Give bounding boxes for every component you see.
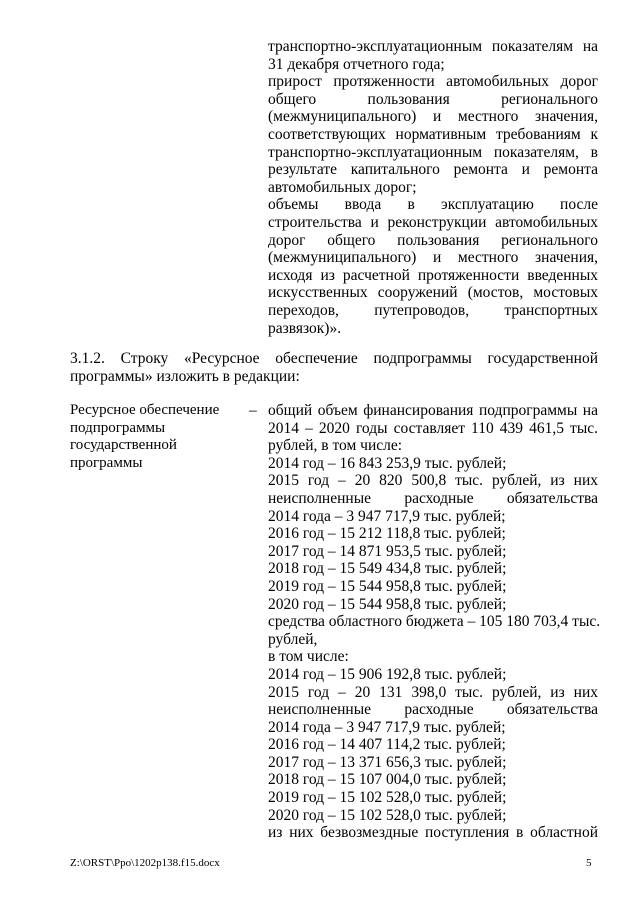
text-line: соответствующих нормативным требованиям к — [268, 125, 598, 143]
footer-file-path: Z:\ORST\Ppo\1202p138.f15.docx — [70, 857, 220, 869]
text-line: 2015 год – 20 131 398,0 тыс. рублей, из них — [268, 683, 598, 701]
text-line: средства областного бюджета – 105 180 703,4 тыс. — [268, 613, 601, 631]
financing-details — [268, 402, 601, 842]
text-line: 31 декабря отчетного года; — [268, 55, 445, 73]
text-line: строительства и реконструкции автомобильных — [268, 213, 598, 231]
text-line: 2014 – 2020 годы составляет 110 439 461,5 тыс. — [268, 419, 598, 437]
text-line: неисполненные расходные обязательства — [268, 489, 598, 507]
text-line: исходя из расчетной протяженности введенных — [268, 266, 598, 284]
text-line: 2015 год – 20 820 500,8 тыс. рублей, из них — [268, 472, 598, 490]
text-line: 2014 года – 3 947 717,9 тыс. рублей; — [268, 718, 506, 736]
text-line: 2019 год – 15 544 958,8 тыс. рублей; — [268, 577, 507, 595]
text-line: развязок)». — [268, 319, 342, 337]
label-line: государственной — [70, 437, 177, 454]
text-line: 2018 год – 15 107 004,0 тыс. рублей; — [268, 771, 507, 789]
text-line: транспортно-эксплуатационным показателям, в — [268, 143, 598, 161]
text-line: рублей, в том числе: — [268, 437, 403, 455]
text-line: 2016 год – 15 212 118,8 тыс. рублей; — [268, 525, 506, 543]
text-line: прирост протяженности автомобильных дорог — [268, 73, 598, 91]
text-line: (межмуниципального) и местного значения, — [268, 249, 598, 267]
text-line: объемы ввода в эксплуатацию после — [268, 196, 598, 214]
label-dash: – — [249, 402, 257, 419]
text-line: 2020 год – 15 544 958,8 тыс. рублей; — [268, 595, 507, 613]
text-line: 2017 год – 13 371 656,3 тыс. рублей; — [268, 753, 507, 771]
text-line: результате капитального ремонта и ремонта — [268, 161, 598, 179]
text-line: общего пользования регионального — [268, 90, 598, 108]
text-line: переходов, путепроводов, транспортных — [268, 301, 598, 319]
text-line: 2018 год – 15 549 434,8 тыс. рублей; — [268, 560, 507, 578]
text-line: 3.1.2. Строку «Ресурсное обеспечение подпрограммы государственной — [70, 350, 598, 367]
text-line: транспортно-эксплуатационным показателям на — [268, 38, 598, 55]
text-line: 2017 год – 14 871 953,5 тыс. рублей; — [268, 542, 507, 560]
text-line: 2020 год – 15 102 528,0 тыс. рублей; — [268, 806, 507, 824]
label-line: подпрограммы — [70, 419, 166, 436]
top-text-block — [268, 38, 598, 337]
text-line: 2014 год – 16 843 253,9 тыс. рублей; — [268, 454, 507, 472]
text-line: дорог общего пользования регионального — [268, 231, 598, 249]
label-line: программы — [70, 454, 143, 471]
text-line: в том числе: — [268, 648, 349, 666]
text-line: рублей, — [268, 630, 318, 648]
resource-label — [70, 402, 240, 472]
text-line: 2014 года – 3 947 717,9 тыс. рублей; — [268, 507, 506, 525]
page-number: 5 — [586, 857, 592, 869]
text-line: 2016 год – 14 407 114,2 тыс. рублей; — [268, 736, 506, 754]
text-line: программы» изложить в редакции: — [70, 367, 300, 385]
text-line: 2014 год – 15 906 192,8 тыс. рублей; — [268, 665, 507, 683]
text-line: искусственных сооружений (мостов, мостовых — [268, 284, 598, 302]
text-line: 2019 год – 15 102 528,0 тыс. рублей; — [268, 789, 507, 807]
text-line: неисполненные расходные обязательства — [268, 701, 598, 719]
label-line: Ресурсное обеспечение — [70, 402, 220, 418]
text-line: автомобильных дорог; — [268, 178, 417, 196]
amendment-paragraph — [70, 350, 598, 385]
text-line: общий объем финансирования подпрограммы на — [268, 402, 598, 419]
text-line: из них безвозмездные поступления в областной — [268, 824, 598, 842]
text-line: (межмуниципального) и местного значения, — [268, 108, 598, 126]
